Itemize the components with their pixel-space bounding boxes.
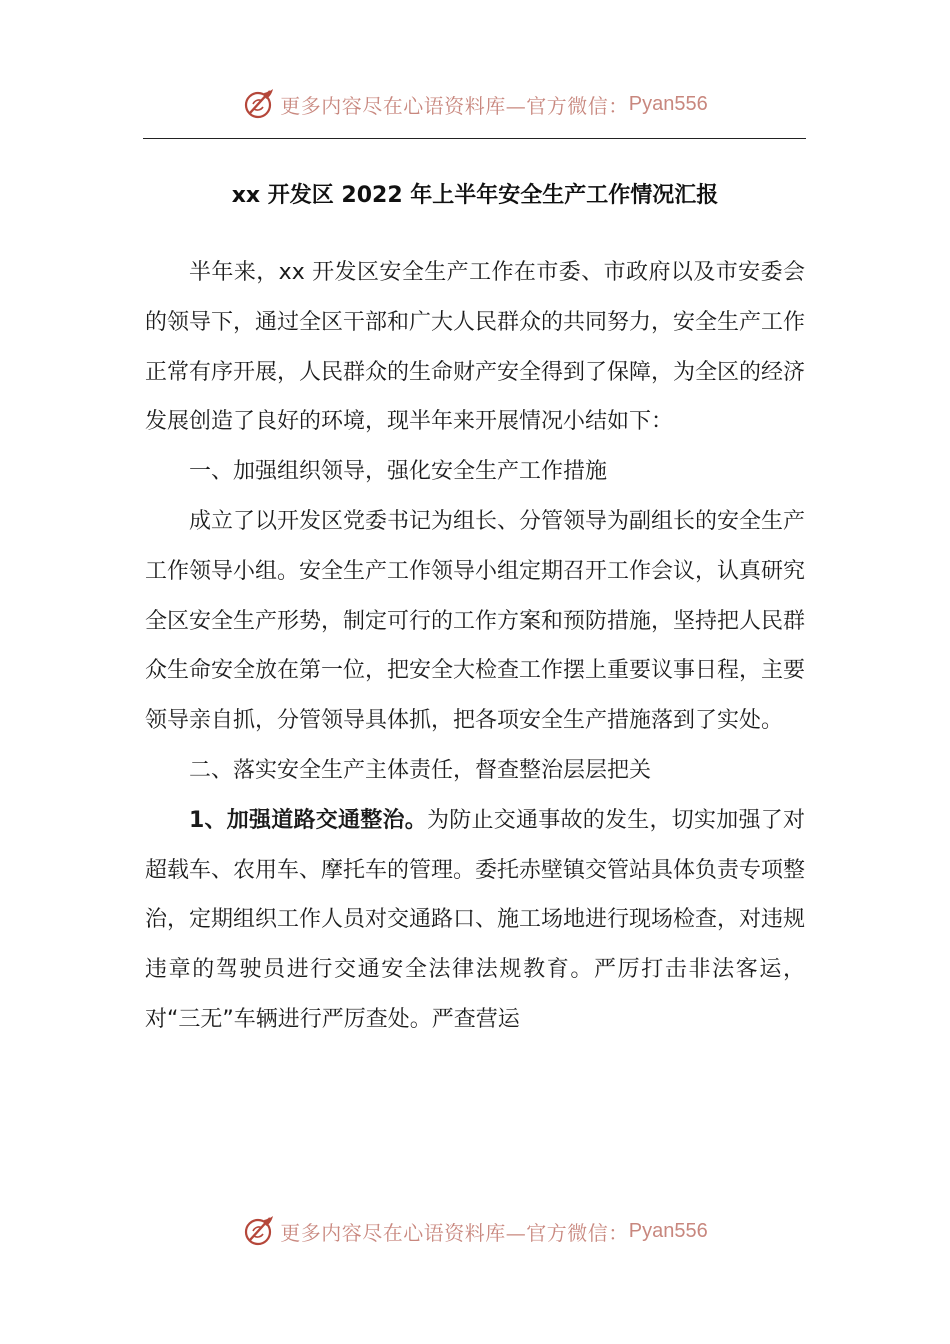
- heading-text: 二、落实安全生产主体责任，督查整治层层把关: [189, 757, 652, 783]
- section-heading-2: [145, 746, 805, 796]
- document-body: [145, 248, 805, 1045]
- paragraph-organization: [145, 497, 805, 746]
- paragraph-text: 为防止交通事故的发生，切实加强了对超载车、农用车、摩托车的管理。委托赤壁镇交管站具体负责专项整治，定期组织工作人员对交通路口、施工场地进行现场检查，对违规违章的驾驶员进行交通安全法律法规教育。严厉打击非法客运，对“三无”车辆进行严厉查处。严查营运: [145, 807, 806, 1032]
- footer-watermark: [0, 1211, 950, 1251]
- header-divider: [143, 138, 806, 139]
- watermark-text: 更多内容尽在心语资料库—官方微信：: [280, 93, 629, 118]
- watermark-wechat-id: Pyan556: [628, 92, 708, 115]
- paragraph-text: 半年来，xx 开发区安全生产工作在市委、市政府以及市安委会的领导下，通过全区干部和广大人民群众的共同努力，安全生产工作正常有序开展，人民群众的生命财产安全得到了保障，为全区的经济发展创造了良好的环境，现半年来开展情况小结如下：: [145, 260, 806, 435]
- document-title: xx 开发区 2022 年上半年安全生产工作情况汇报: [231, 183, 719, 208]
- watermark-text: 更多内容尽在心语资料库—官方微信：: [280, 1220, 629, 1245]
- paragraph-lead: 1、加强道路交通整治。: [189, 807, 428, 833]
- paragraph-intro: [145, 248, 805, 447]
- heading-text: 一、加强组织领导，强化安全生产工作措施: [189, 459, 608, 485]
- quill-logo-icon: [242, 1214, 276, 1248]
- paragraph-text: 成立了以开发区党委书记为组长、分管领导为副组长的安全生产工作领导小组。安全生产工作领导小组定期召开工作会议，认真研究全区安全生产形势，制定可行的工作方案和预防措施，坚持把人民群众生命安全放在第一位，把安全大检查工作摆上重要议事日程，主要领导亲自抓，分管领导具体抓，把各项安全生产措施落到了实处。: [145, 508, 806, 734]
- quill-logo-icon: [242, 87, 276, 121]
- watermark-wechat-id: Pyan556: [628, 1219, 708, 1242]
- paragraph-traffic: [145, 796, 805, 1045]
- section-heading-1: [145, 447, 805, 497]
- header-watermark: [0, 84, 950, 124]
